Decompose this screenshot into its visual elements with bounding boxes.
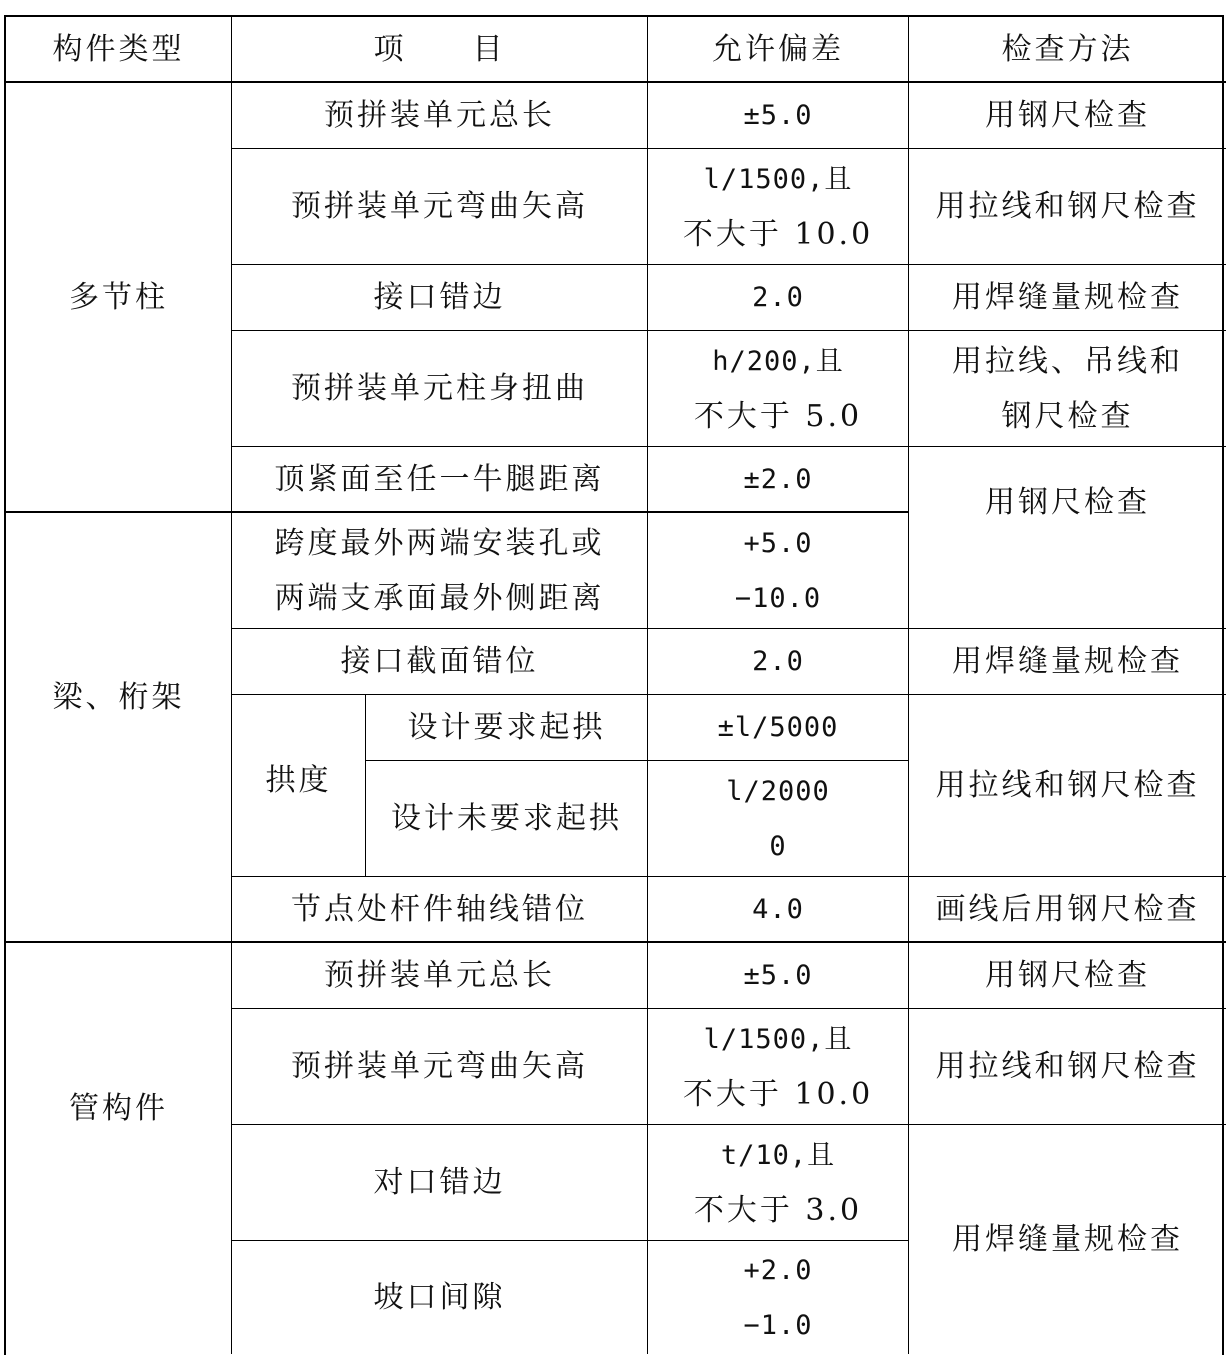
tolerance-line: l/1500,且 bbox=[703, 163, 853, 195]
tolerance-line: 不大于 5.0 bbox=[693, 398, 863, 434]
item-cell bbox=[232, 513, 648, 629]
tolerance-line: h/200,且 bbox=[712, 345, 844, 377]
tolerance-line: 不大于 10.0 bbox=[682, 1076, 874, 1112]
tolerance-cell bbox=[648, 761, 909, 877]
item-cell: 预拼装单元总长 bbox=[232, 943, 648, 1009]
method-cell bbox=[909, 447, 1226, 629]
type-pipe bbox=[6, 943, 232, 1354]
type-pipe-label: 管构件 bbox=[69, 1091, 168, 1126]
item-cell: 预拼装单元弯曲矢高 bbox=[232, 1009, 648, 1125]
item-cell: 节点处杆件轴线错位 bbox=[232, 877, 648, 943]
tolerance-cell: ±5.0 bbox=[648, 83, 909, 149]
tolerance-line: t/10,且 bbox=[720, 1139, 836, 1171]
tolerance-cell bbox=[648, 513, 909, 629]
type-beam-truss bbox=[6, 513, 232, 943]
tolerance-line: 0 bbox=[769, 830, 787, 862]
method-cell: 用焊缝量规检查 bbox=[909, 629, 1226, 695]
header-item: 项 目 bbox=[232, 17, 648, 83]
method-cell: 用焊缝量规检查 bbox=[909, 265, 1226, 331]
header-component-type: 构件类型 bbox=[6, 17, 232, 83]
tolerance-cell bbox=[648, 331, 909, 447]
item-cell: 接口错边 bbox=[232, 265, 648, 331]
method-line: 用钢尺检查 bbox=[985, 485, 1150, 520]
method-cell: 用拉线和钢尺检查 bbox=[909, 695, 1226, 877]
type-multi-column: 多节柱 bbox=[6, 83, 232, 513]
method-cell: 用焊缝量规检查 bbox=[952, 1222, 1183, 1257]
item-cell: 预拼装单元弯曲矢高 bbox=[232, 149, 648, 265]
method-cell bbox=[909, 331, 1226, 447]
item-cell: 设计未要求起拱 bbox=[366, 761, 648, 877]
tolerance-line: 不大于 3.0 bbox=[693, 1192, 863, 1228]
item-line: 跨度最外两端安装孔或 bbox=[274, 525, 605, 561]
tolerance-line: l/2000 bbox=[726, 775, 830, 807]
method-cell: 用钢尺检查 bbox=[909, 943, 1226, 1009]
item-cell: 顶紧面至任一牛腿距离 bbox=[232, 447, 648, 513]
tolerance-table bbox=[4, 15, 1224, 1355]
header-method: 检查方法 bbox=[909, 17, 1226, 83]
camber-label-text: 拱度 bbox=[265, 763, 332, 798]
method-cell: 画线后用钢尺检查 bbox=[909, 877, 1226, 943]
method-line: 用拉线、吊线和 bbox=[952, 343, 1183, 379]
tolerance-line: +5.0 bbox=[743, 527, 813, 559]
item-cell: 对口错边 bbox=[232, 1125, 648, 1241]
item-cell: 设计要求起拱 bbox=[366, 695, 648, 761]
tolerance-cell: ±5.0 bbox=[648, 943, 909, 1009]
item-cell: 预拼装单元柱身扭曲 bbox=[232, 331, 648, 447]
method-cell: 用拉线和钢尺检查 bbox=[909, 1009, 1226, 1125]
item-cell: 接口截面错位 bbox=[232, 629, 648, 695]
tolerance-cell bbox=[648, 1009, 909, 1125]
tolerance-cell bbox=[648, 1241, 909, 1354]
method-line: 钢尺检查 bbox=[1001, 398, 1134, 434]
item-line: 两端支承面最外侧距离 bbox=[274, 580, 605, 616]
tolerance-cell bbox=[648, 149, 909, 265]
header-tolerance: 允许偏差 bbox=[648, 17, 909, 83]
method-cell: 用钢尺检查 bbox=[909, 83, 1226, 149]
tolerance-cell: 2.0 bbox=[648, 265, 909, 331]
item-cell: 预拼装单元总长 bbox=[232, 83, 648, 149]
tolerance-cell: 2.0 bbox=[648, 629, 909, 695]
tolerance-line: l/1500,且 bbox=[703, 1023, 853, 1055]
tolerance-line: +2.0 bbox=[743, 1254, 813, 1286]
tolerance-cell: 4.0 bbox=[648, 877, 909, 943]
tolerance-cell: ±2.0 bbox=[648, 447, 909, 513]
item-cell: 坡口间隙 bbox=[232, 1241, 648, 1354]
method-cell: 用拉线和钢尺检查 bbox=[909, 149, 1226, 265]
tolerance-cell: ±l/5000 bbox=[648, 695, 909, 761]
tolerance-line: 不大于 10.0 bbox=[682, 216, 874, 252]
tolerance-line: −10.0 bbox=[734, 582, 822, 614]
tolerance-line: −1.0 bbox=[743, 1309, 813, 1341]
camber-label bbox=[232, 695, 366, 877]
type-beam-truss-label: 梁、桁架 bbox=[52, 679, 185, 715]
tolerance-cell bbox=[648, 1125, 909, 1241]
